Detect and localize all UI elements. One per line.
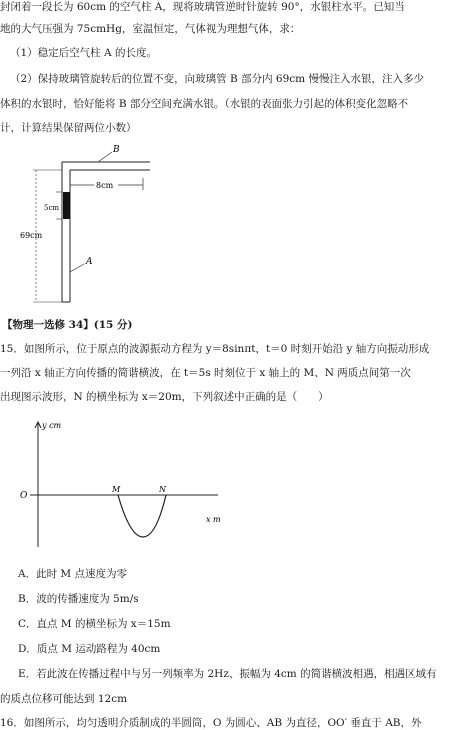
- wave-figure: [18, 412, 238, 552]
- problem-text-line: 封闭着一段长为 60cm 的空气柱 A，现将玻璃管逆时针旋转 90°，水银柱水平。已知当: [0, 1, 405, 13]
- glass-tube-figure: [18, 142, 168, 317]
- y-axis-label: y cm: [42, 421, 62, 430]
- option-a: A．此时 M 点速度为零: [18, 568, 128, 580]
- question-2-line: 体积的水银时，恰好能将 B 部分空间充满水银。（水银的表面张力引起的体积变化忽略不: [0, 98, 409, 110]
- label-a: A: [86, 257, 93, 267]
- label-m: M: [112, 485, 121, 494]
- mercury-column: [63, 192, 70, 219]
- problem-16-line: 16．如图所示，均匀透明介质制成的半圆筒，O 为圆心、AB 为直径，OO′ 垂直于 AB，外: [0, 717, 422, 729]
- label-69cm: 69cm: [20, 231, 43, 240]
- option-c: C．直点 M 的横坐标为 x＝15m: [18, 618, 171, 630]
- question-2-line: 计，计算结果保留两位小数）: [0, 122, 137, 134]
- question-2-line: （2）保持玻璃管旋转后的位置不变，向玻璃管 B 部分内 69cm 慢慢注入水银，注入多少: [10, 73, 424, 85]
- wave-curve: [118, 495, 166, 537]
- problem-15-line: 出现图示波形，N 的横坐标为 x＝20m，下列叙述中正确的是（ ）: [0, 391, 329, 403]
- origin-label: O: [20, 491, 28, 501]
- option-d: D．质点 M 运动路程为 40cm: [18, 643, 161, 655]
- option-b: B．波的传播速度为 5m/s: [18, 593, 139, 605]
- section-header: 【物理一选修 34】(15 分): [2, 319, 133, 331]
- option-e-continuation: 的质点位移可能达到 12cm: [0, 693, 128, 705]
- label-n: N: [159, 485, 166, 494]
- option-e: E．若此波在传播过程中与另一列频率为 2Hz、振幅为 4cm 的简谐横波相遇，相遇区域有: [18, 668, 437, 680]
- x-axis-label: x m: [206, 515, 221, 524]
- label-b: B: [113, 145, 120, 155]
- label-8cm: 8cm: [96, 181, 114, 190]
- label-5cm: 5cm: [44, 204, 60, 212]
- problem-text-line: 地的大气压强为 75cmHg，室温恒定，气体视为理想气体，求：: [0, 23, 301, 35]
- question-1: （1）稳定后空气柱 A 的长度。: [10, 47, 157, 59]
- problem-15-line: 一列沿 x 轴正方向传播的简谐横波，在 t＝5s 时刻位于 x 轴上的 M、N 两质点间第一次: [0, 367, 411, 379]
- problem-15-line: 15．如图所示，位于原点的波源振动方程为 y＝8sinπt，t＝0 时刻开始沿 y 轴方向振动形成: [0, 343, 430, 355]
